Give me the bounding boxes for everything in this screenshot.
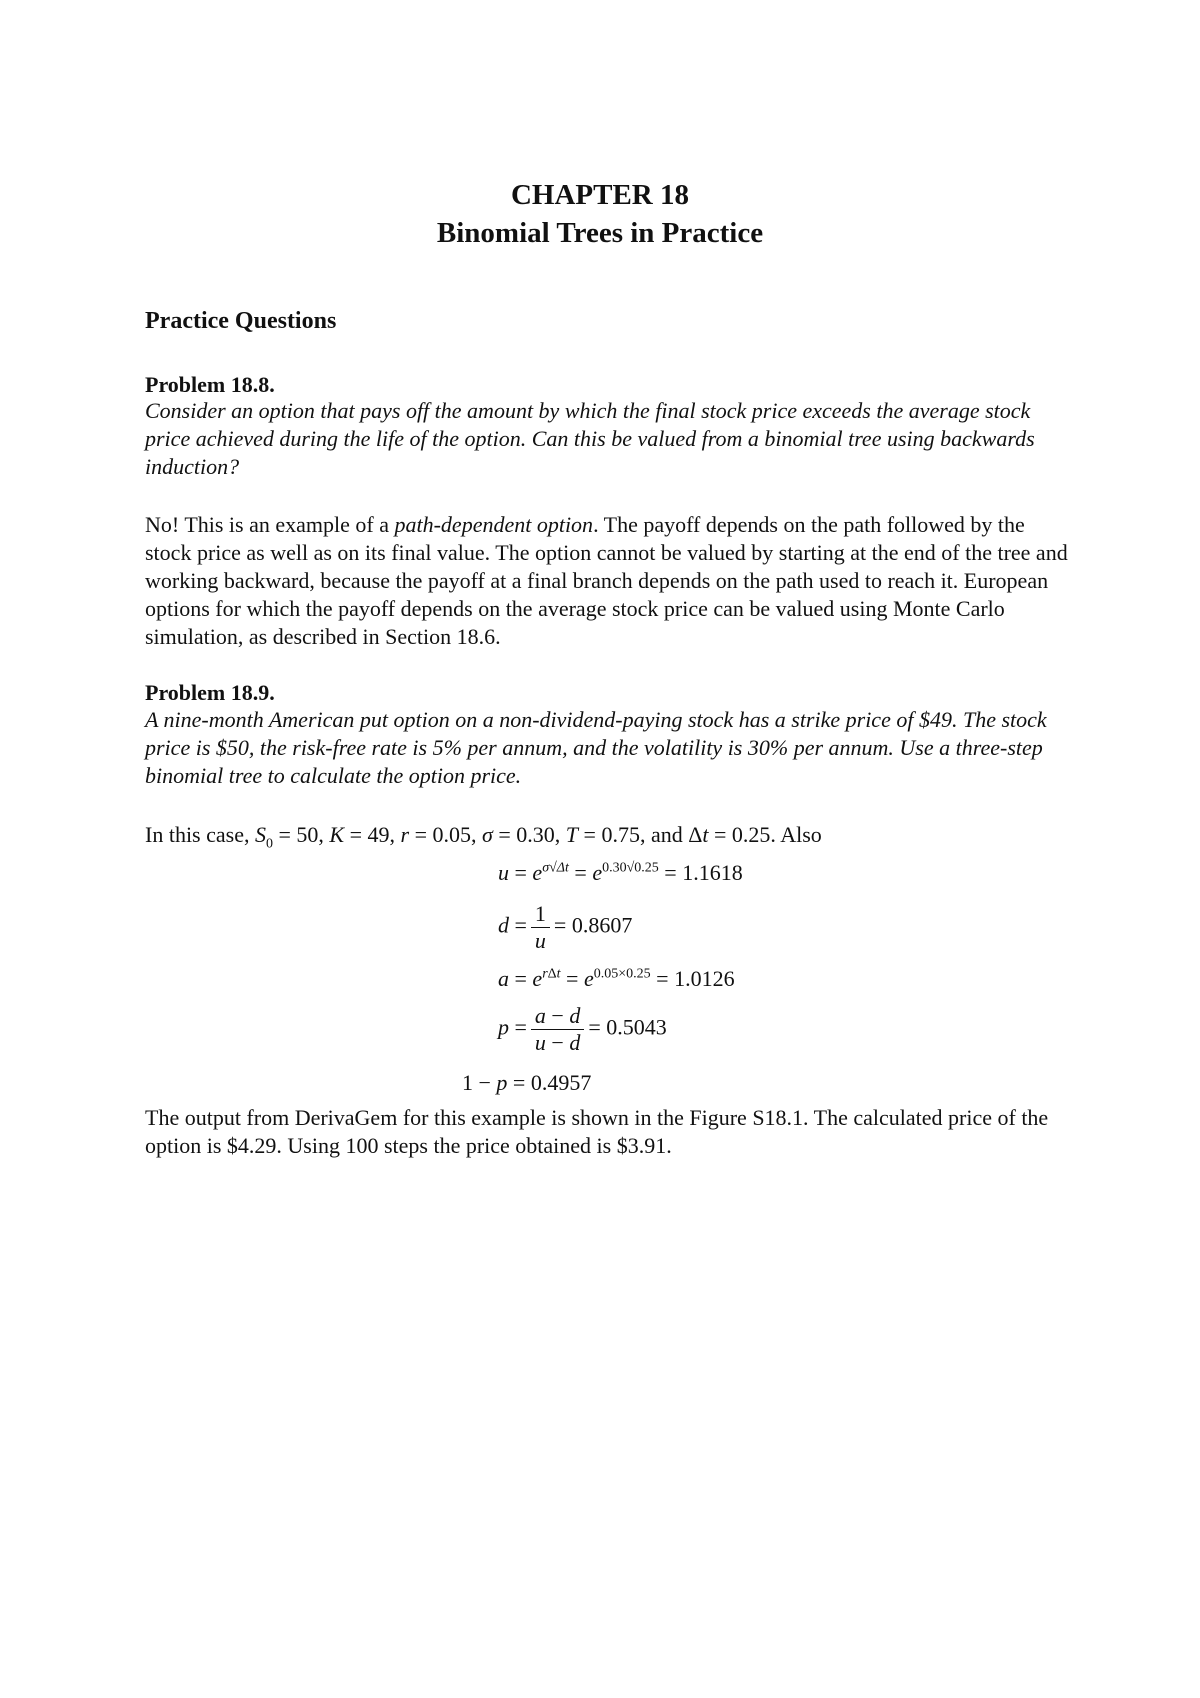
parameters-line: In this case, $S_0 = 50$, K = 49, r = 0.05, σ = 0.30, T = 0.75, and Δt = 0.25. Also [145,822,822,852]
intro-prefix: In this case, [145,822,255,847]
p-value: 0.5043 [606,1014,667,1040]
a-value: 1.0126 [674,966,735,991]
intro-suffix: . Also [770,822,822,847]
section-heading: Practice Questions [145,308,337,334]
equation-one-minus-p: 1 − p = 0.4957 [462,1070,592,1095]
chapter-title [0,176,1200,252]
problem-18-9-conclusion: The output from DerivaGem for this example is shown in the Figure S18.1. The calculated price of the option is $4.29. Using 100 steps the price obtained is $3.91. [145,1105,1049,1158]
answer-text-part1: No! This is an example of a [145,512,395,537]
chapter-number: CHAPTER 18 [510,179,690,211]
symbol-s0: S [254,822,266,847]
d-value: 0.8607 [571,912,633,938]
u-value: 1.1618 [682,860,743,885]
value-r: 0.05 [432,822,471,847]
value-t: 0.75 [601,822,640,847]
value-k: 49 [367,822,390,847]
value-sigma: 0.30 [516,822,555,847]
equation-p: p = $\frac{a - d}{u - d}$ = 0.5043 [498,1003,667,1055]
problem-18-8-heading: Problem 18.8. [145,372,275,397]
equation-u: $u = e^{\sigma√\Delta t} = e^{0.30√0.25} = 1.1618$ [498,860,743,885]
problem-18-8-answer [145,511,1075,651]
chapter-subtitle: Binomial Trees in Practice [436,217,764,249]
problem-18-8-question: Consider an option that pays off the amount by which the final stock price exceeds the average stock price achieved during the life of the option. Can this be valued from a binomial tree using backwards induction? [145,398,1035,479]
equation-d: d = $\frac{1}{u}$ = 0.8607 [498,901,633,953]
problem-18-9-heading: Problem 18.9. [145,680,275,705]
answer-text-part2: . The payoff depends on the path followed by the stock price as well as on its final value. The option cannot be valued by starting at the end of the tree and working backward, because the payoff at a final branch depends on the path used to reach it. European options for which the payoff depends on the average stock price can be valued using Monte Carlo simulation, as described in Section 18.6. [145,512,1068,649]
one-minus-p-value: 0.4957 [530,1070,592,1095]
value-s0: 50 [296,822,319,847]
equation-a: $a = e^{r\Delta t} = e^{0.05\times 0.25} = 1.0126$ [498,966,735,991]
problem-18-9-question: A nine-month American put option on a non-dividend-paying stock has a strike price of $49. The stock price is $50, the risk-free rate is 5% per annum, and the volatility is 30% per annum. Use a three-step binomial tree to calculate the option price. [145,707,1047,788]
answer-emphasis: path-dependent option [394,512,594,537]
value-dt: 0.25 [731,822,771,847]
